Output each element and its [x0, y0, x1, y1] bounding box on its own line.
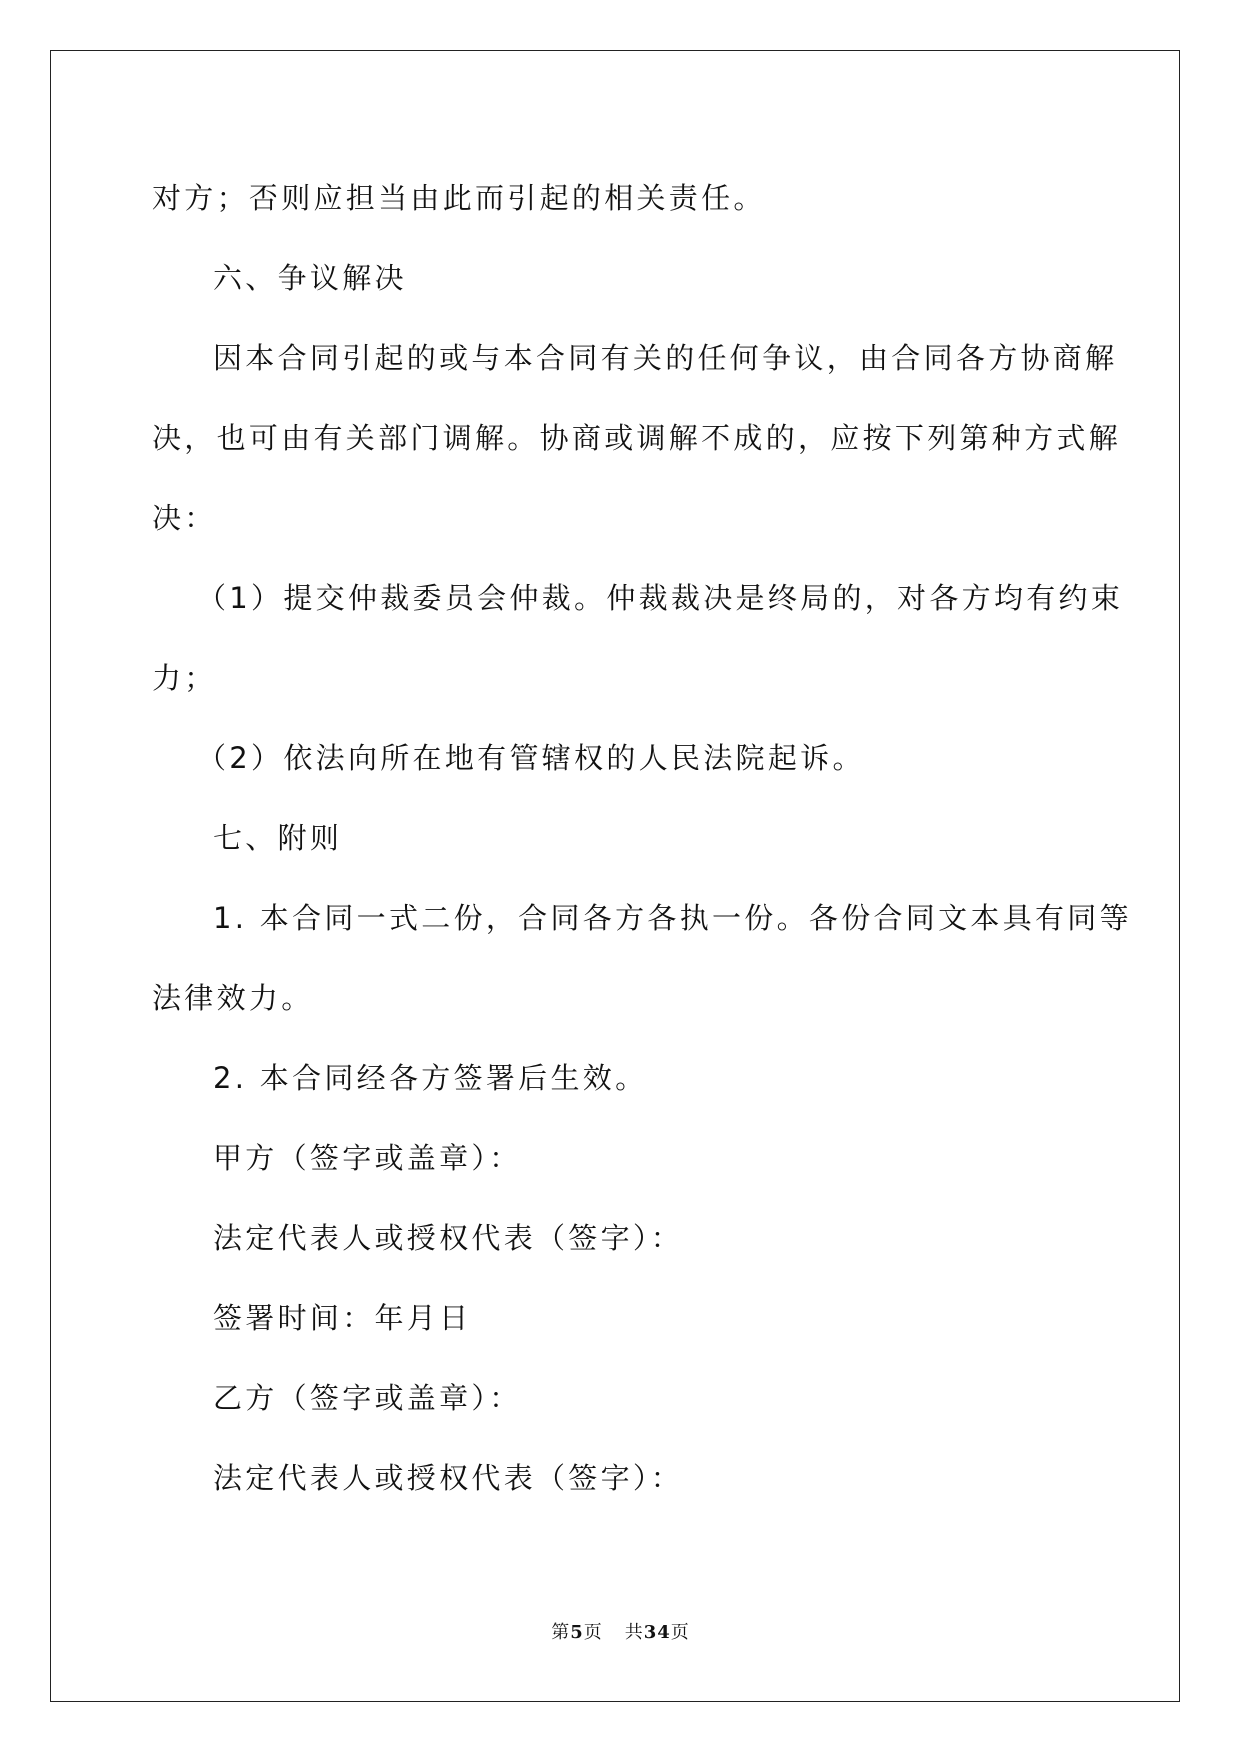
- signing-date-line: 签署时间：年月日: [213, 1301, 472, 1335]
- paragraph-line: 法律效力。: [152, 981, 314, 1015]
- representative-signature-line: 法定代表人或授权代表（签字）：: [213, 1221, 684, 1255]
- footer-page-suffix: 页: [583, 1622, 603, 1643]
- party-a-signature-line: 甲方（签字或盖章）：: [213, 1141, 522, 1175]
- list-item-litigation: （2）依法向所在地有管辖权的人民法院起诉。: [197, 741, 865, 775]
- total-pages: 34: [643, 1622, 671, 1643]
- footer-page-prefix: 第: [551, 1622, 571, 1643]
- paragraph-line: 力；: [152, 661, 217, 695]
- section-heading-dispute: 六、争议解决: [213, 261, 407, 295]
- page-footer: [0, 1618, 1241, 1644]
- clause-item-2: 2. 本合同经各方签署后生效。: [213, 1061, 648, 1095]
- representative-signature-line: 法定代表人或授权代表（签字）：: [213, 1461, 684, 1495]
- page-number: 5: [570, 1622, 584, 1643]
- paragraph-line: 决，也可由有关部门调解。协商或调解不成的，应按下列第种方式解: [152, 421, 1122, 455]
- party-b-signature-line: 乙方（签字或盖章）：: [213, 1381, 522, 1415]
- section-heading-supplementary: 七、附则: [213, 821, 343, 855]
- paragraph-line: 因本合同引起的或与本合同有关的任何争议，由合同各方协商解: [213, 341, 1118, 375]
- clause-item-1: 1. 本合同一式二份，合同各方各执一份。各份合同文本具有同等: [213, 901, 1132, 935]
- list-item-arbitration: （1）提交仲裁委员会仲裁。仲裁裁决是终局的，对各方均有约束: [197, 581, 1124, 615]
- footer-total-suffix: 页: [670, 1622, 690, 1643]
- paragraph-line: 对方；否则应担当由此而引起的相关责任。: [152, 181, 766, 215]
- paragraph-line: 决：: [152, 501, 217, 535]
- footer-total-prefix: 共: [624, 1622, 644, 1643]
